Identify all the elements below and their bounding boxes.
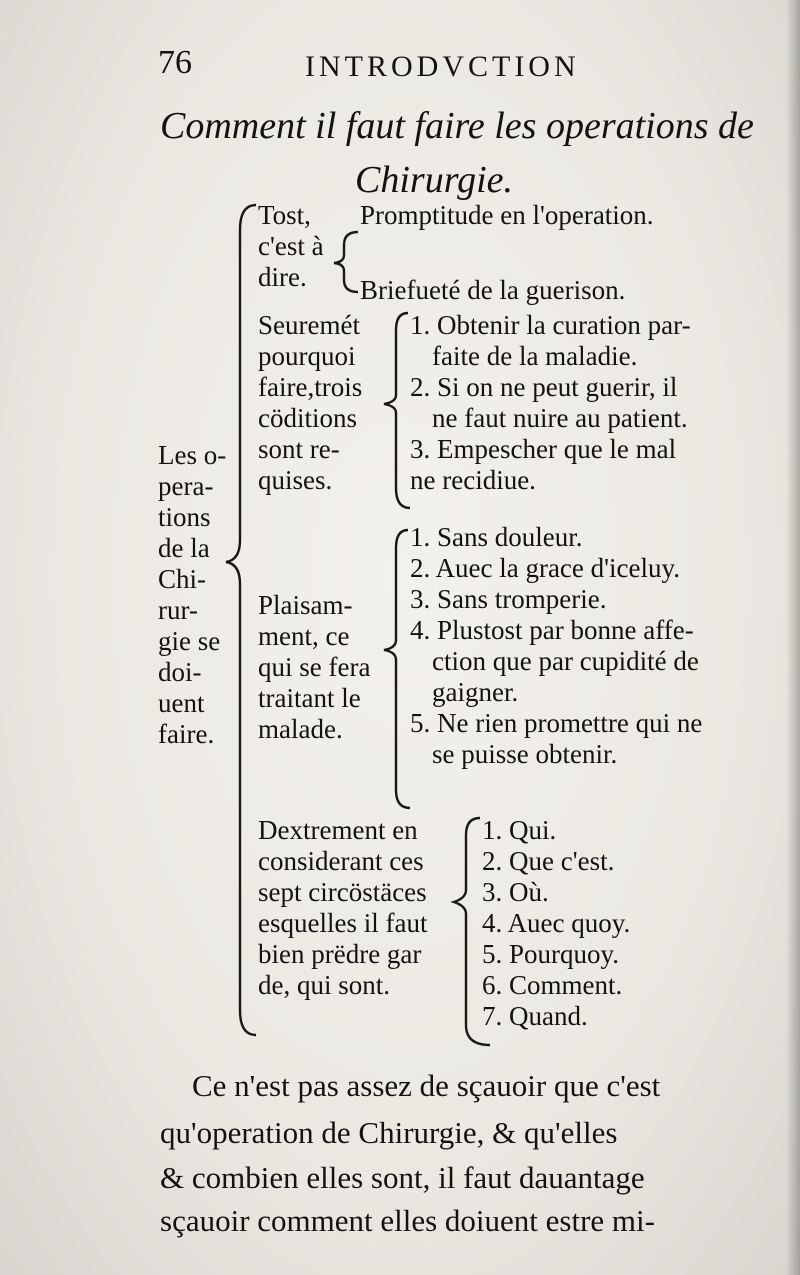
seurement-item: faite de la maladie. <box>432 341 638 372</box>
dextrement-item: 7. Quand. <box>482 1001 588 1032</box>
page-edge-shadow <box>786 0 800 1275</box>
plaisamment-item: 4. Plustost par bonne affe- <box>410 615 694 646</box>
body-line: qu'operation de Chirurgie, & qu'elles <box>160 1115 618 1150</box>
running-head: INTRODVCTION <box>305 50 580 83</box>
dextrement-line: Dextrement en <box>258 815 418 845</box>
plaisamment-item: 5. Ne rien promettre qui ne <box>410 708 703 739</box>
tost-brace <box>334 232 358 292</box>
seurement-item: 2. Si on ne peut guerir, il <box>410 372 678 403</box>
dextrement-item: 2. Que c'est. <box>482 846 615 877</box>
seurement-item: ne recidiue. <box>410 465 536 496</box>
dextrement-item: 4. Auec quoy. <box>482 908 631 939</box>
left-label-line: doi- <box>158 657 202 687</box>
left-label-line: faire. <box>158 719 215 749</box>
section-title-line-2: Chirurgie. <box>355 159 513 201</box>
dextrement-line: sept circöstäces <box>258 877 427 908</box>
plaisamment-label <box>258 590 370 745</box>
plaisamment-item: gaigner. <box>432 677 519 708</box>
left-label-line: de la <box>158 533 210 563</box>
dextrement-item: 3. Où. <box>482 877 549 908</box>
seurement-item: 1. Obtenir la curation par- <box>410 310 691 340</box>
seurement-item: 3. Empescher que le mal <box>410 434 677 465</box>
plaisamment-line: Plaisam- <box>258 590 353 620</box>
section-title-line-1: Comment il faut faire les operations de <box>160 105 754 147</box>
dextrement-items <box>482 815 630 1032</box>
page-number: 76 <box>158 44 192 81</box>
body-line: Ce n'est pas assez de sçauoir que c'est <box>192 1068 661 1103</box>
left-label-line: Chi- <box>158 564 207 594</box>
plaisamment-item: ction que par cupidité de <box>432 646 699 677</box>
tost-item-1: Promptitude en l'operation. <box>360 200 654 230</box>
left-label-line: gie se <box>158 626 221 656</box>
tost-line: dire. <box>258 262 307 293</box>
seurement-label <box>258 310 362 496</box>
plaisamment-item: se puisse obtenir. <box>432 739 618 770</box>
dextrement-label <box>258 815 427 1001</box>
seurement-line: Seuremét <box>258 310 360 340</box>
plaisamment-item: 1. Sans douleur. <box>410 522 583 552</box>
left-label-line: Les o- <box>158 440 227 470</box>
left-label-line: uent <box>158 688 205 718</box>
seurement-items <box>410 310 691 496</box>
seurement-line: cöditions <box>258 403 357 434</box>
seurement-item: ne faut nuire au patient. <box>432 403 688 434</box>
dextrement-item: 1. Qui. <box>482 815 557 845</box>
dextrement-line: bien prëdre gar <box>258 939 422 970</box>
seurement-line: faire,trois <box>258 372 363 403</box>
body-line: & combien elles sont, il faut dauantage <box>160 1160 645 1195</box>
plaisamment-item: 2. Auec la grace d'iceluy. <box>410 553 680 584</box>
seurement-brace <box>384 313 410 508</box>
dextrement-item: 6. Comment. <box>482 970 623 1001</box>
plaisamment-line: qui se fera <box>258 652 371 683</box>
main-bracket <box>226 205 256 1035</box>
tost-line: c'est à <box>258 231 324 262</box>
dextrement-item: 5. Pourquoy. <box>482 939 620 970</box>
plaisamment-brace <box>384 530 410 808</box>
left-label-line: tions <box>158 502 211 532</box>
plaisamment-items <box>410 522 702 770</box>
seurement-line: sont re- <box>258 434 340 465</box>
plaisamment-line: ment, ce <box>258 621 350 652</box>
dextrement-line: de, qui sont. <box>258 970 390 1001</box>
left-label <box>158 440 226 750</box>
plaisamment-item: 3. Sans tromperie. <box>410 584 607 615</box>
tost-item-2: Briefueté de la guerison. <box>360 275 626 305</box>
tost-line: Tost, <box>258 200 311 230</box>
plaisamment-line: malade. <box>258 714 343 745</box>
dextrement-line: considerant ces <box>258 846 424 877</box>
left-label-line: rur- <box>158 595 198 625</box>
body-line: sçauoir comment elles doiuent estre mi- <box>160 1203 655 1238</box>
plaisamment-line: traitant le <box>258 683 361 714</box>
tost-label <box>258 200 324 293</box>
dextrement-line: esquelles il faut <box>258 908 428 939</box>
left-label-line: pera- <box>158 471 214 501</box>
seurement-line: pourquoi <box>258 341 356 372</box>
seurement-line: quises. <box>258 465 333 496</box>
